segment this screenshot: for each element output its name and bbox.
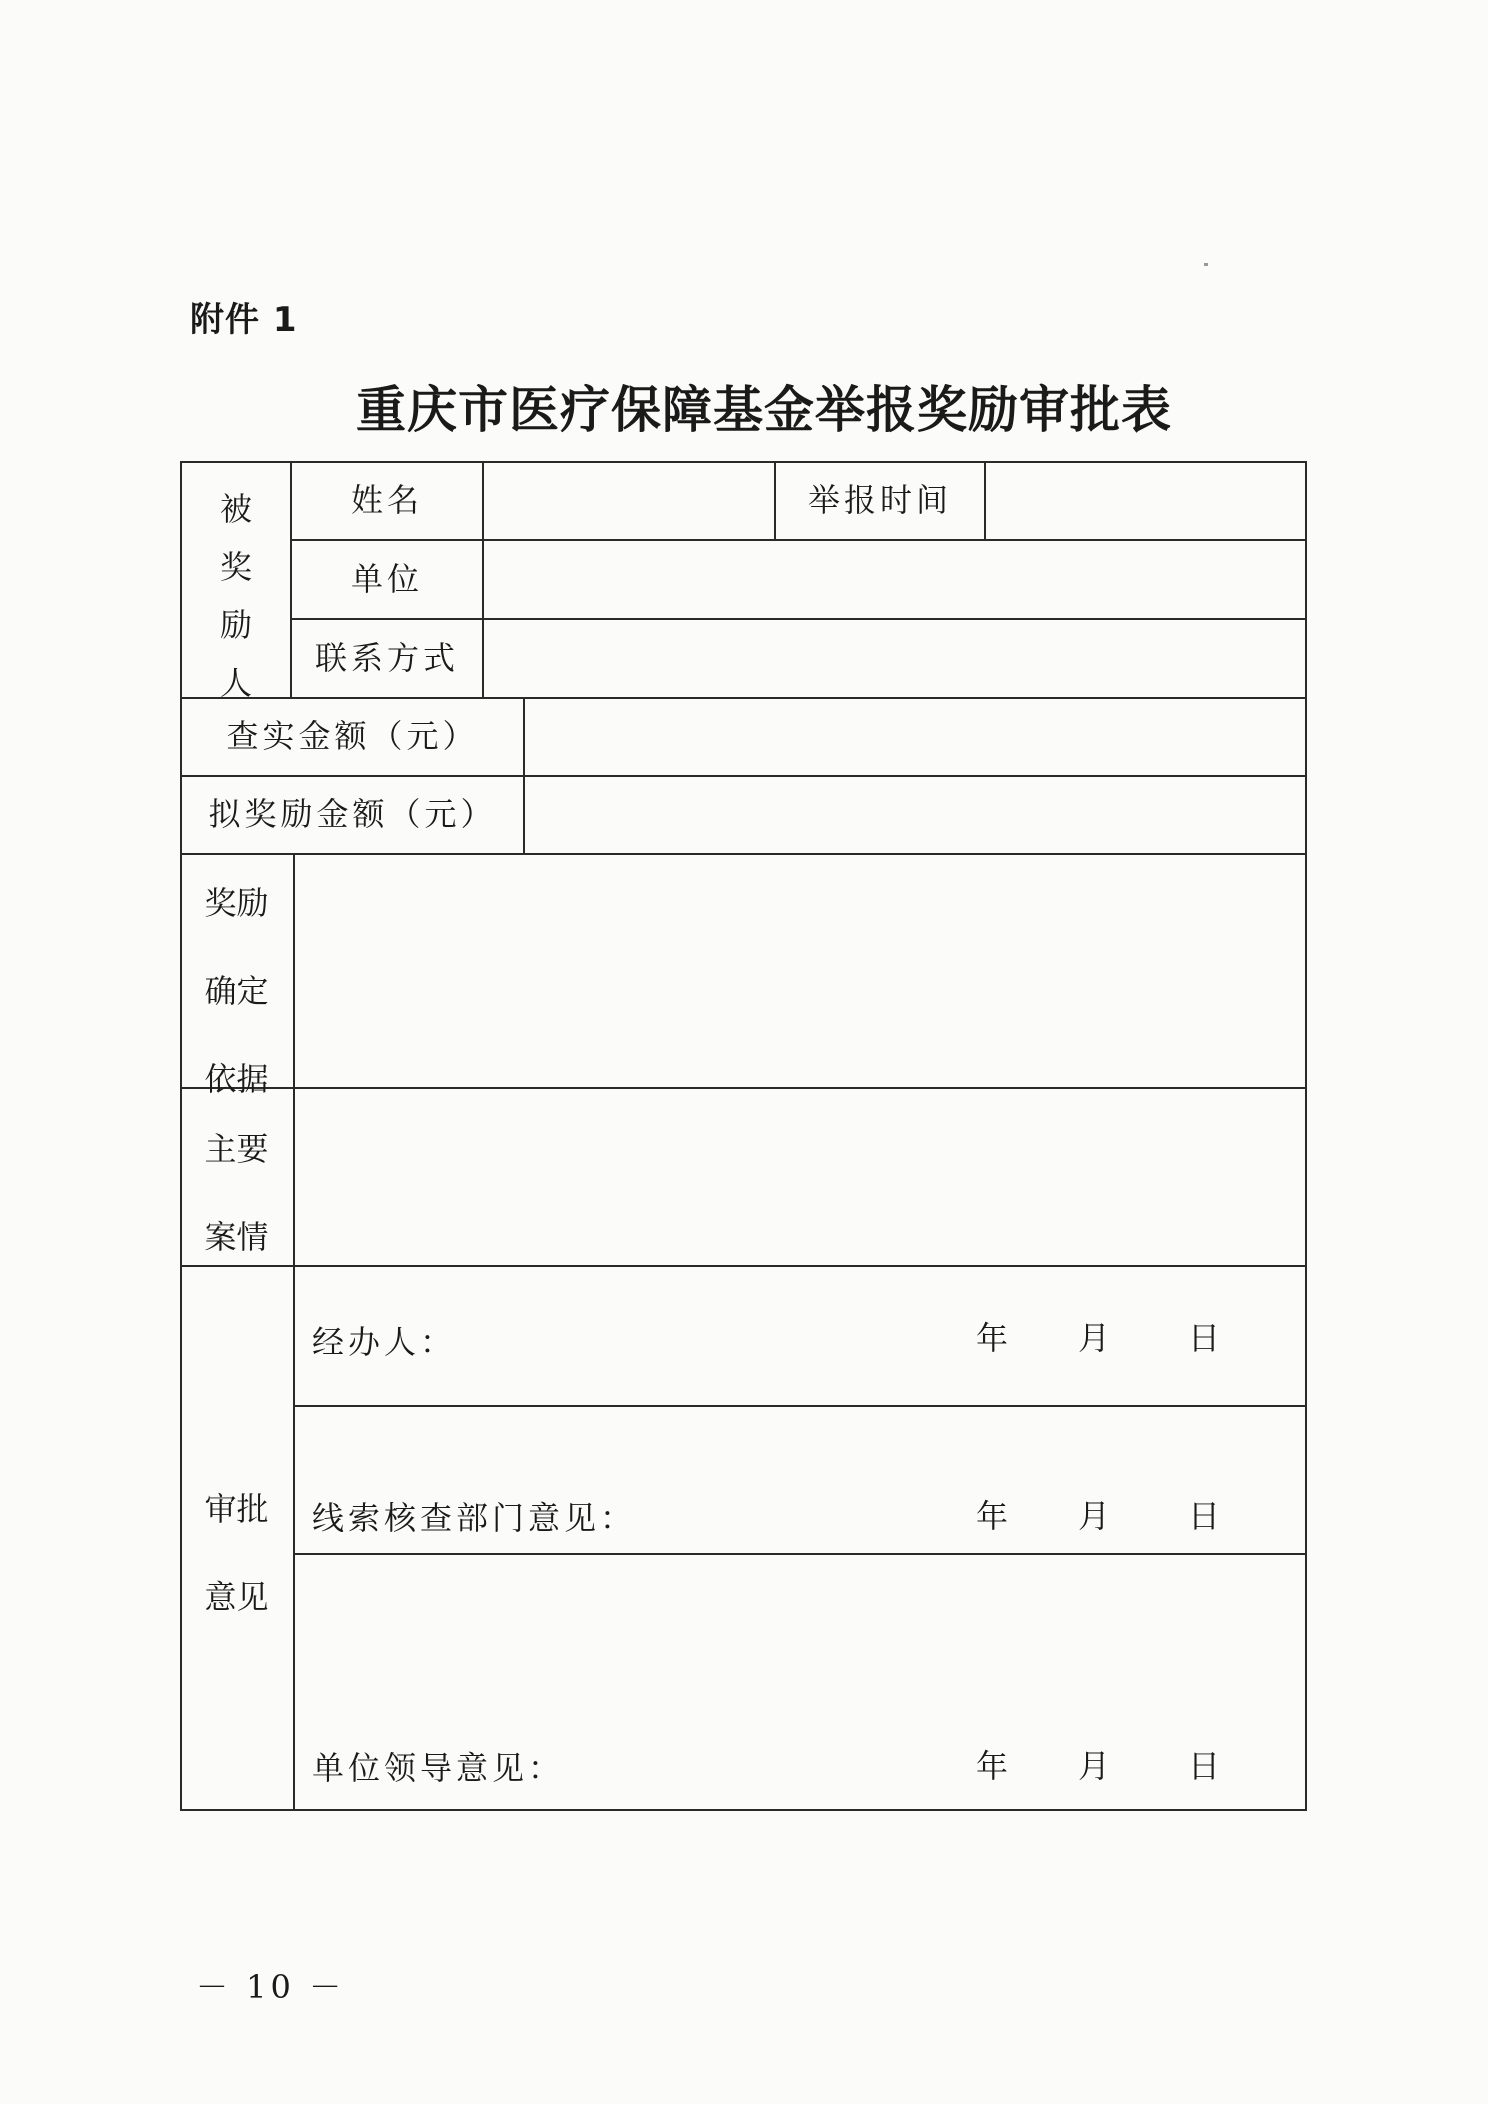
row-divider-case <box>180 1265 1307 1267</box>
reward-basis-label <box>180 878 293 1100</box>
approval-label-line: 意见 <box>204 1578 269 1616</box>
leader-opinion-label: 单位领导意见： <box>312 1749 565 1787</box>
handler-day: 日 <box>1188 1319 1225 1357</box>
scan-mark <box>1204 263 1208 266</box>
unit-label: 单位 <box>350 560 423 598</box>
attachment-label: 附件 1 <box>190 300 298 340</box>
proposed-reward-label: 拟奖励金额（元） <box>208 795 497 833</box>
document-title: 重庆市医疗保障基金举报奖励审批表 <box>356 381 1172 439</box>
lower-label-divider <box>293 853 295 1811</box>
row-divider-handler <box>293 1405 1307 1407</box>
contact-label: 联系方式 <box>314 639 459 677</box>
awardee-section-label <box>180 484 292 704</box>
row-divider-basis <box>180 1087 1307 1089</box>
main-case-label-line: 案情 <box>204 1218 269 1256</box>
reward-basis-label-line: 奖励 <box>204 884 269 922</box>
reward-basis-label-line: 确定 <box>204 972 269 1010</box>
row-divider-unit <box>290 618 1307 620</box>
main-case-label <box>180 1124 293 1258</box>
leader-opinion-day: 日 <box>1188 1747 1225 1785</box>
table-top-border <box>180 461 1307 463</box>
awardee-label-divider <box>482 461 484 699</box>
page-number: － 10 － <box>196 1968 346 2006</box>
report-time-label: 举报时间 <box>807 481 952 519</box>
row-divider-proposed <box>180 853 1307 855</box>
name-label: 姓名 <box>350 481 423 519</box>
dept-opinion-year: 年 <box>976 1497 1013 1535</box>
row-divider-contact <box>180 697 1307 699</box>
row-divider-name <box>290 539 1307 541</box>
approval-label-line: 审批 <box>204 1490 269 1528</box>
handler-year: 年 <box>976 1319 1013 1357</box>
awardee-label-char: 人 <box>219 664 252 702</box>
dept-opinion-month: 月 <box>1078 1497 1115 1535</box>
leader-opinion-month: 月 <box>1078 1747 1115 1785</box>
table-bottom-border <box>180 1809 1307 1811</box>
verified-amount-label: 查实金额（元） <box>226 717 479 755</box>
reward-basis-label-line: 依据 <box>204 1060 269 1098</box>
awardee-label-char: 励 <box>219 606 252 644</box>
dept-opinion-label: 线索核查部门意见： <box>312 1499 637 1537</box>
handler-label: 经办人： <box>312 1323 457 1361</box>
dept-opinion-day: 日 <box>1188 1497 1225 1535</box>
approval-label <box>180 1484 293 1618</box>
row-divider-dept <box>293 1553 1307 1555</box>
table-right-border <box>1305 461 1307 1811</box>
leader-opinion-year: 年 <box>976 1747 1013 1785</box>
report-time-divider <box>984 461 986 541</box>
awardee-label-char: 被 <box>219 490 252 528</box>
row-divider-verified <box>180 775 1307 777</box>
handler-month: 月 <box>1078 1319 1115 1357</box>
awardee-label-char: 奖 <box>219 548 252 586</box>
main-case-label-line: 主要 <box>204 1130 269 1168</box>
